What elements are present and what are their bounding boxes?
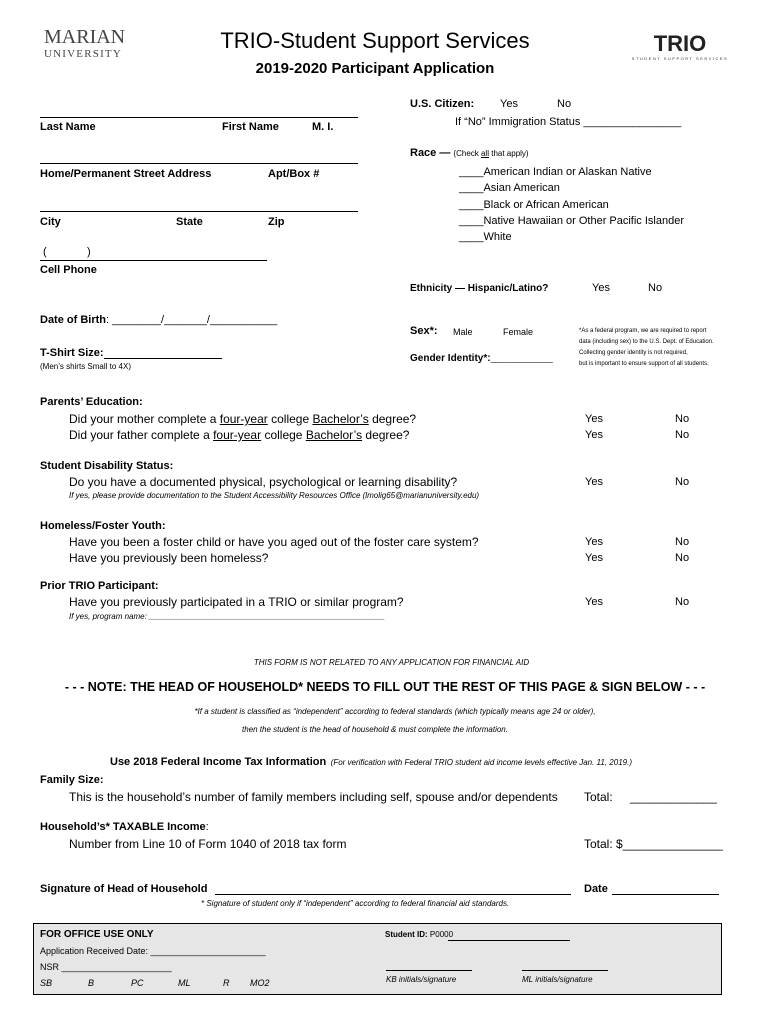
office-code: ML [178,978,191,988]
sex-label: Sex*: [410,325,438,337]
head-of-household-note: - - - NOTE: THE HEAD OF HOUSEHOLD* NEEDS TO FILL OUT THE REST OF THIS PAGE & SIGN BELOW - - - [64,680,706,694]
prior-trio-yes[interactable]: Yes [585,596,603,608]
nsr-field[interactable]: NSR ______________________ [40,962,172,972]
disability-yes[interactable]: Yes [585,476,603,488]
citizen-no[interactable]: No [557,98,572,110]
student-id-line[interactable] [448,940,570,941]
dob-blanks: : ________/_______/___________ [106,314,278,326]
homeless-heading: Homeless/Foster Youth: [40,520,166,532]
trio-logo-main: TRIO [653,31,707,56]
mother-yes[interactable]: Yes [585,413,603,425]
disability-note: If yes, please provide documentation to the Student Accessibility Resources Office (lmolig65@marianuniversity.edu) [69,491,480,500]
tshirt-label: T-Shirt Size: [40,347,104,359]
sex-note-line: but is important to ensure support of all students. [579,361,709,367]
foster-question: Have you been a foster child or have you aged out of the foster care system? [69,535,479,549]
race-option[interactable]: ____Native Hawaiian or Other Pacific Islander [459,215,685,227]
address-label: Home/Permanent Street Address [40,168,212,180]
gender-identity-label: Gender Identity*: [410,353,491,364]
address-line[interactable] [40,163,358,164]
signature-line[interactable] [215,894,571,895]
family-size-desc: This is the household’s number of family members including self, spouse and/or dependents [69,790,558,804]
family-size-label: Family Size: [40,774,104,786]
race-note-all: all [480,149,489,158]
head-note-line2: then the student is the head of household & must complete the information. [242,725,508,734]
trio-logo-sub: STUDENT SUPPORT SERVICES [631,56,729,61]
apt-box-label: Apt/Box # [268,168,320,180]
dob-field[interactable] [40,314,277,326]
sex-note-line: *As a federal program, we are required to report [579,328,707,334]
prior-trio-heading: Prior TRIO Participant: [40,580,159,592]
race-heading [410,147,529,159]
race-note-pre: (Check [453,149,481,158]
signature-note: * Signature of student only if “independent” according to federal financial aid standards. [201,899,510,908]
father-no[interactable]: No [675,429,690,441]
office-code: PC [131,978,144,988]
citizen-label: U.S. Citizen: [410,98,475,110]
race-option[interactable]: ____American Indian or Alaskan Native [459,166,652,178]
financial-aid-notice: THIS FORM IS NOT RELATED TO ANY APPLICATION FOR FINANCIAL AID [253,658,530,667]
sex-male[interactable]: Male [453,327,473,337]
prior-trio-question: Have you previously participated in a TRIO or similar program? [69,595,404,609]
tshirt-line[interactable] [104,358,222,359]
sex-note-line: data (including sex) to the U.S. Dept. of Education. [579,339,714,345]
form-title: TRIO-Student Support Services [220,28,530,53]
ethnicity-yes[interactable]: Yes [592,282,610,294]
student-id-label: Student ID: [385,930,428,939]
race-label: Race — [410,147,451,159]
office-code: R [223,978,230,988]
city-line[interactable] [40,211,358,212]
family-total-label: Total: [584,790,613,804]
gender-identity-blank: ______________ [490,354,553,363]
tshirt-note: (Men’s shirts Small to 4X) [40,362,131,371]
office-code: SB [40,978,53,988]
student-id-field[interactable] [385,930,453,939]
marian-logo-sub: UNIVERSITY [44,48,122,60]
sex-notes [579,326,714,370]
marian-logo-main: MARIAN [44,26,126,48]
race-option[interactable]: ____Black or African American [459,199,609,211]
trio-logo [630,32,730,66]
parents-heading: Parents’ Education: [40,396,143,408]
cell-phone-label: Cell Phone [40,264,97,276]
ethnicity-label: Ethnicity — Hispanic/Latino? [410,283,549,294]
income-label: Household’s* TAXABLE Income: [40,821,209,833]
prior-trio-note[interactable]: If yes, program name: _____________________________________________________ [69,612,385,621]
income-total[interactable]: Total: $_______________ [584,837,723,851]
homeless-no[interactable]: No [675,552,690,564]
dob-label: Date of Birth [40,314,106,326]
last-name-line[interactable] [40,117,358,118]
last-name-label: Last Name [40,121,96,133]
application-received-date[interactable]: Application Received Date: _______________________ [40,946,266,956]
ml-initials-label: ML initials/signature [522,975,593,984]
mother-no[interactable]: No [675,413,690,425]
cell-phone-line[interactable] [40,260,267,261]
race-option[interactable]: ____Asian American [459,182,560,194]
race-option[interactable]: ____White [459,231,512,243]
prior-trio-no[interactable]: No [675,596,690,608]
sex-note-line: Collecting gender identity is not required, [579,350,688,356]
disability-no[interactable]: No [675,476,690,488]
mi-label: M. I. [312,121,334,133]
foster-yes[interactable]: Yes [585,536,603,548]
head-note-line1: *If a student is classified as “independent” according to federal standards (which typically means age 24 or older), [194,707,596,716]
father-yes[interactable]: Yes [585,429,603,441]
gender-identity-field[interactable] [410,353,553,364]
office-use-title: FOR OFFICE USE ONLY [40,929,154,940]
father-question: Did your father complete a four-year college Bachelor’s degree? [69,428,410,442]
income-desc: Number from Line 10 of Form 1040 of 2018 tax form [69,837,347,851]
office-code: B [88,978,95,988]
family-total-blank[interactable]: _____________ [630,790,717,804]
date-line[interactable] [612,894,719,895]
citizen-yes[interactable]: Yes [500,98,518,110]
form-subtitle: 2019-2020 Participant Application [255,60,495,77]
first-name-label: First Name [222,121,279,133]
ethnicity-no[interactable]: No [648,282,663,294]
race-note-post: that apply) [489,149,529,158]
office-code: MO2 [250,978,270,988]
sex-female[interactable]: Female [503,327,534,337]
disability-heading: Student Disability Status: [40,460,174,472]
signature-label: Signature of Head of Household [40,883,208,895]
ml-line[interactable] [522,970,608,971]
foster-no[interactable]: No [675,536,690,548]
disability-question: Do you have a documented physical, psychological or learning disability? [69,475,458,489]
cell-paren-close: ) [87,246,91,258]
homeless-question: Have you previously been homeless? [69,551,269,565]
zip-label: Zip [268,216,285,228]
kb-initials-label: KB initials/signature [386,975,457,984]
student-id-value: P0000 [429,930,454,939]
state-label: State [176,216,203,228]
tax-heading: Use 2018 Federal Income Tax Information (For verification with Federal TRIO student aid income levels effective Jan. 11, 2019.) [110,756,632,768]
mother-question: Did your mother complete a four-year college Bachelor’s degree? [69,412,417,426]
city-label: City [40,216,61,228]
homeless-yes[interactable]: Yes [585,552,603,564]
kb-line[interactable] [386,970,472,971]
immigration-status[interactable]: If “No” Immigration Status ________________ [455,116,682,128]
date-label: Date [584,883,608,895]
cell-paren-open: ( [43,246,47,258]
